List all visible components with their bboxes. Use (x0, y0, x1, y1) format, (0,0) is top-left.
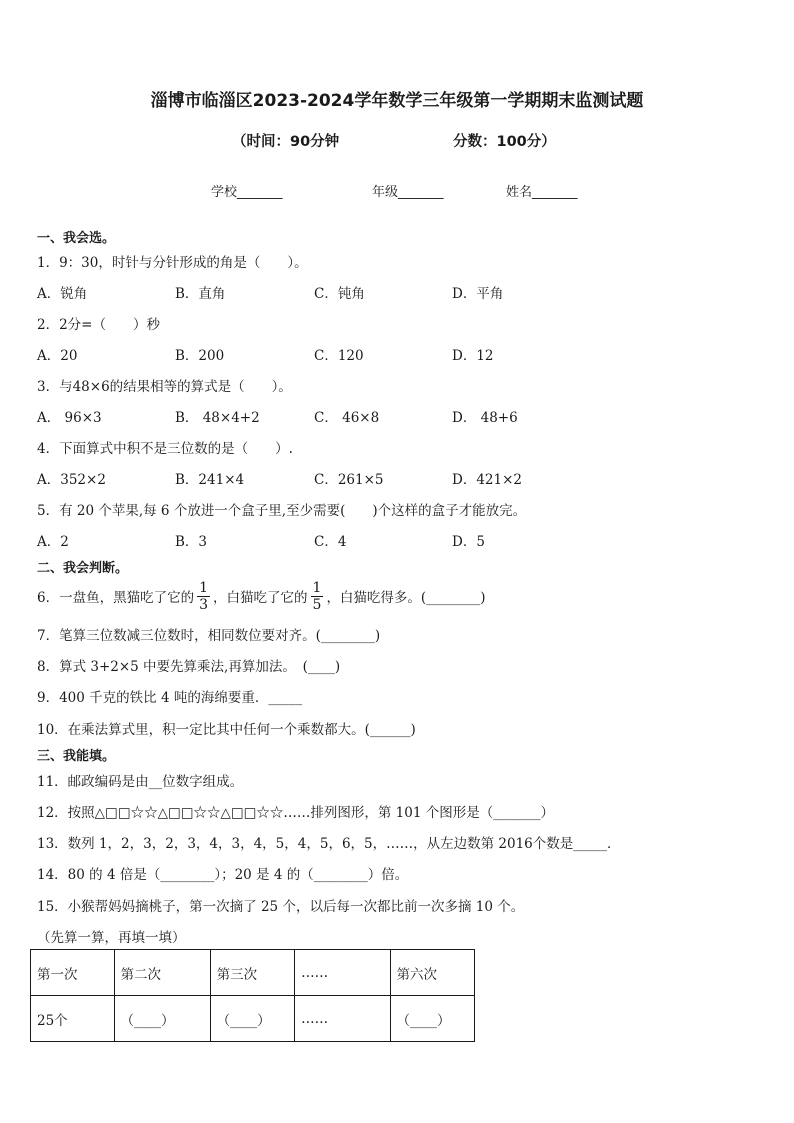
q3-option-d: D． 48+6 (452, 410, 518, 426)
q6-fraction-1 (197, 581, 210, 612)
q4-option-b: B．241×4 (175, 472, 245, 488)
q4-option-d: D．421×2 (452, 472, 522, 488)
q6-middle: ，白猫吃了它的 (213, 590, 308, 606)
q1-option-d: D．平角 (452, 286, 504, 302)
question-9: 9．400 千克的铁比 4 吨的海绵要重．_____ (37, 690, 303, 706)
section-2-heading: 二、我会判断。 (37, 561, 129, 576)
q4-option-a: A．352×2 (37, 472, 106, 488)
q2-option-b: B．200 (175, 348, 225, 364)
table-header-cell: 第三次 (210, 950, 294, 996)
exam-score: 分数：100分） (453, 134, 556, 150)
page-title: 淄博市临淄区2023-2024学年数学三年级第一学期期末监测试题 (150, 91, 644, 111)
question-14: 14．80 的 4 倍是（________）；20 是 4 的（________）倍。 (37, 867, 409, 883)
question-11: 11．邮政编码是由__位数字组成。 (37, 774, 244, 790)
q3-option-b: B． 48×4+2 (175, 410, 260, 426)
section-1-heading: 一、我会选。 (37, 231, 116, 246)
table-header-row (31, 950, 475, 996)
q1-option-a: A．锐角 (37, 286, 88, 302)
q6-fraction-2-denominator: 5 (312, 596, 322, 613)
q3-option-a: A． 96×3 (37, 410, 102, 426)
question-8: 8．算式 3+2×5 中要先算乘法,再算加法。 (____) (37, 659, 341, 675)
question-4: 4．下面算式中积不是三位数的是（ ）. (37, 441, 293, 457)
school-field: 学校_______ (211, 185, 283, 200)
table-cell: …… (295, 996, 390, 1042)
q6-suffix: ，白猫吃得多。(________) (326, 590, 486, 606)
q1-option-c: C．钝角 (314, 286, 365, 302)
q6-fraction-2 (311, 581, 324, 612)
q6-fraction-1-denominator: 3 (199, 596, 209, 613)
q4-option-c: C．261×5 (314, 472, 384, 488)
question-5: 5．有 20 个苹果,每 6 个放进一个盒子里,至少需要( )个这样的盒子才能放完。 (37, 503, 527, 519)
q1-option-b: B．直角 (175, 286, 226, 302)
grade-field: 年级_______ (372, 185, 444, 200)
table-cell-blank: （____） (114, 996, 210, 1042)
table-row (31, 996, 475, 1042)
question-2: 2．2分=（ ）秒 (37, 317, 160, 333)
question-12: 12．按照△□□☆☆△□□☆☆△□□☆☆……排列图形，第 101 个图形是（_______） (37, 805, 554, 821)
section-3-heading: 三、我能填。 (37, 749, 116, 764)
table-cell-blank: （____） (390, 996, 474, 1042)
q2-option-c: C．120 (314, 348, 364, 364)
q3-option-c: C． 46×8 (314, 410, 380, 426)
q5-option-c: C．4 (314, 534, 347, 550)
table-header-cell: 第六次 (390, 950, 474, 996)
peach-table (30, 949, 475, 1042)
q5-option-a: A．2 (37, 534, 69, 550)
q5-option-b: B．3 (175, 534, 208, 550)
q5-option-d: D．5 (452, 534, 485, 550)
q2-option-d: D．12 (452, 348, 494, 364)
question-10: 10．在乘法算式里，积一定比其中任何一个乘数都大。(______) (37, 722, 416, 738)
question-7: 7．笔算三位数减三位数时，相同数位要对齐。(________) (37, 628, 381, 644)
question-15: 15．小猴帮妈妈摘桃子，第一次摘了 25 个，以后每一次都比前一次多摘 10 个。 (37, 899, 525, 915)
question-3: 3．与48×6的结果相等的算式是（ ）。 (37, 379, 292, 395)
q6-prefix: 6．一盘鱼，黑猫吃了它的 (37, 590, 195, 606)
q2-option-a: A．20 (37, 348, 78, 364)
table-cell: 25个 (31, 996, 115, 1042)
table-header-cell: 第一次 (31, 950, 115, 996)
name-field: 姓名_______ (506, 185, 578, 200)
question-6 (37, 576, 485, 616)
question-15-note: （先算一算，再填一填） (37, 930, 186, 946)
table-cell-blank: （____） (210, 996, 294, 1042)
q6-fraction-1-numerator: 1 (199, 579, 209, 596)
table-header-cell: 第二次 (114, 950, 210, 996)
table-header-cell: …… (295, 950, 390, 996)
exam-time: （时间：90分钟 (232, 134, 340, 150)
question-1: 1．9：30，时针与分针形成的角是（ ）。 (37, 255, 308, 271)
q6-fraction-2-numerator: 1 (312, 579, 322, 596)
question-13: 13．数列 1，2，3，2，3，4，3，4，5，4，5，6，5，……，从左边数第 2016个数是_____． (37, 836, 621, 852)
